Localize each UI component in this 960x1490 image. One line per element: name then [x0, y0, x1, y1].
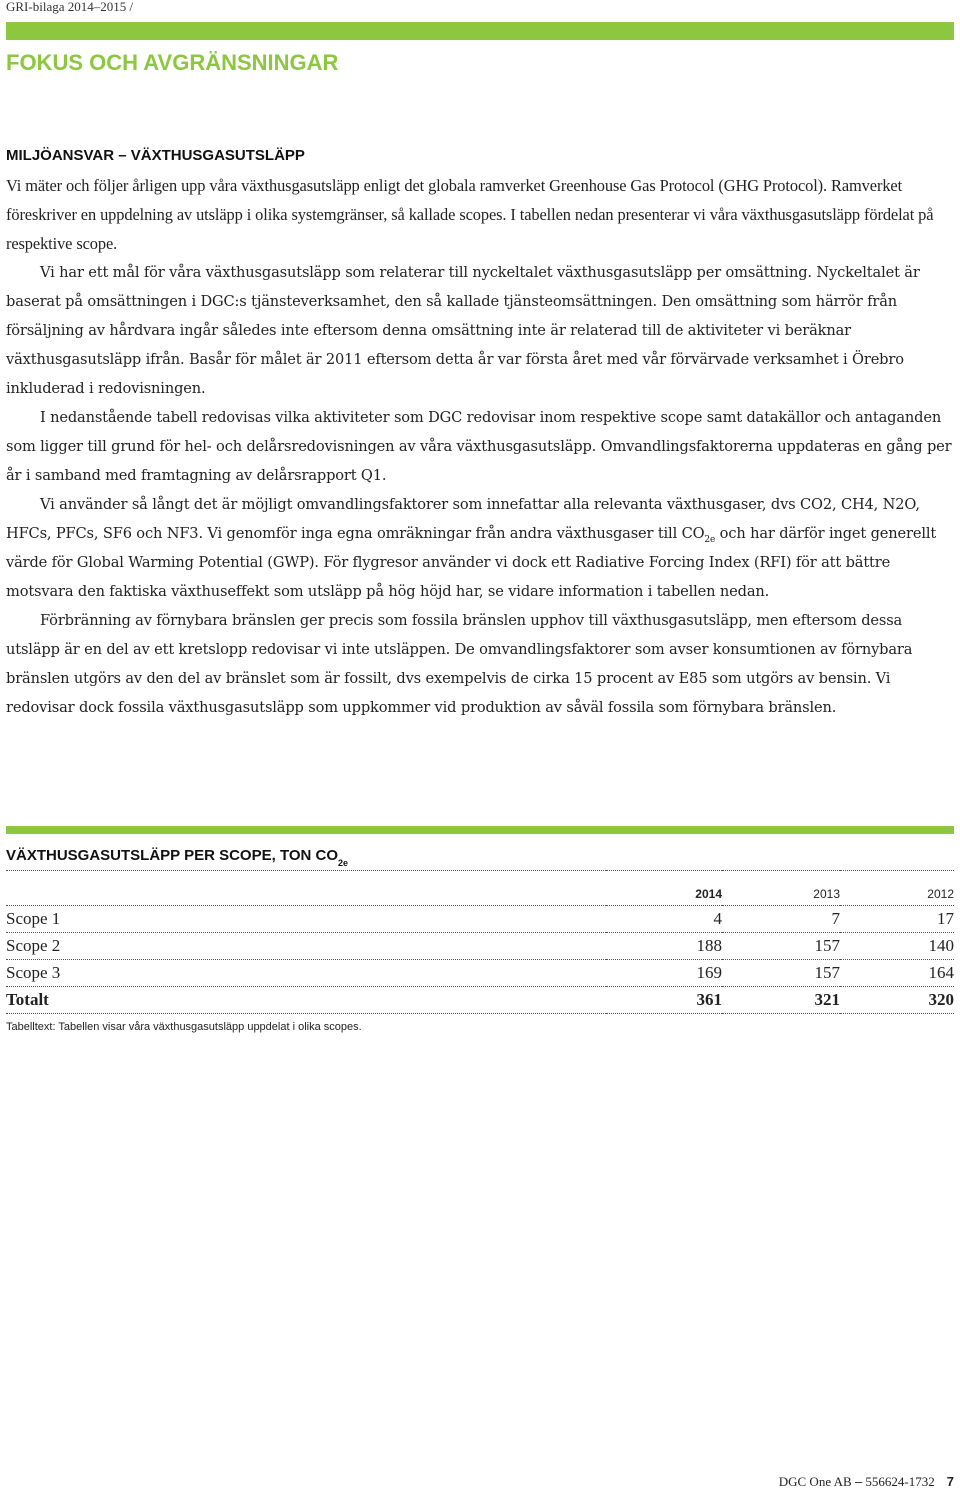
table-title	[6, 846, 348, 866]
total-label: Totalt	[6, 987, 606, 1014]
table-row	[6, 960, 954, 987]
row-label: Scope 3	[6, 960, 606, 987]
column-header-2014: 2014	[606, 871, 722, 906]
table-title-subscript: 2e	[338, 858, 349, 868]
total-value: 320	[840, 987, 954, 1014]
paragraph-target: Vi har ett mål för våra växthusgasutsläpp som relaterar till nyckeltalet växthusgasutsläpp per omsättning. Nyckeltalet är baserat på omsättningen i DGC:s tjänsteverksamhet, den så kallade tjänsteomsättningen. Den omsättning som härrör från försäljning av hårdvara ingår således inte eftersom denna omsättning inte är relaterad till de aktiviteter vi beräknar växthusgasutsläpp ifrån. Basår för målet är 2011 eftersom detta år var första året med vår förvärvade verksamhet i Örebro inkluderad i redovisningen.	[6, 264, 920, 397]
paragraph-conversion-factors	[6, 490, 958, 606]
intro-paragraph: Vi mäter och följer årligen upp våra växthusgasutsläpp enligt det globala ramverket Greenhouse Gas Protocol (GHG Protocol). Ramverket föreskriver en uppdelning av utsläpp i olika systemgränser, så kallade scopes. I tabellen nedan presenterar vi våra växthusgasutsläpp fördelat på respektive scope.	[6, 176, 934, 253]
cell-value: 169	[606, 960, 722, 987]
cell-value: 17	[840, 906, 954, 933]
page-title: FOKUS OCH AVGRÄNSNINGAR	[6, 50, 339, 75]
page-footer	[779, 1474, 954, 1490]
cell-value: 157	[722, 960, 840, 987]
table-row	[6, 906, 954, 933]
cell-value: 7	[722, 906, 840, 933]
paragraph-conversion-text-a: Vi använder så långt det är möjligt omvandlingsfaktorer som innefattar alla relevanta växthusgaser, dvs CO2, CH4, N2O, HFCs, PFCs, SF6 och NF3. Vi genomför inga egna omräkningar från andra växthusgaser till CO	[6, 496, 920, 542]
paragraph-conversion-text-b: och har därför inget generellt värde för Global Warming Potential (GWP). För flygresor använder vi dock ett Radiative Forcing Index (RFI) för att bättre motsvara den faktiska växthuseffekt som utsläpp på hög höjd har, se vidare information i tabellen nedan.	[6, 525, 937, 600]
cell-value: 4	[606, 906, 722, 933]
table-caption: Tabelltext: Tabellen visar våra växthusgasutsläpp uppdelat i olika scopes.	[6, 1021, 362, 1033]
total-value: 361	[606, 987, 722, 1014]
row-label: Scope 2	[6, 933, 606, 960]
section-divider-bar	[6, 826, 954, 834]
paragraph-table-description: I nedanstående tabell redovisas vilka aktiviteter som DGC redovisar inom respektive scope samt datakällor och antaganden som ligger till grund för hel- och delårsredovisningen av våra växthusgasutsläpp. Omvandlingsfaktorerna uppdateras en gång per år i samband med framtagning av delårsrapport Q1.	[6, 409, 952, 484]
row-label: Scope 1	[6, 906, 606, 933]
co2e-subscript: 2e	[704, 535, 716, 545]
emissions-table	[6, 870, 954, 1014]
cell-value: 164	[840, 960, 954, 987]
document-header-label: GRI-bilaga 2014–2015 /	[6, 0, 134, 14]
table-row	[6, 933, 954, 960]
footer-org-number: 556624-1732	[865, 1474, 935, 1489]
table-header-empty	[6, 871, 606, 906]
footer-separator: –	[854, 1474, 863, 1489]
table-header-row	[6, 871, 954, 906]
total-value: 321	[722, 987, 840, 1014]
cell-value: 157	[722, 933, 840, 960]
column-header-2013: 2013	[722, 871, 840, 906]
header-accent-bar	[6, 22, 954, 40]
cell-value: 140	[840, 933, 954, 960]
table-total-row	[6, 987, 954, 1014]
paragraph-renewable-fuels: Förbränning av förnybara bränslen ger precis som fossila bränslen upphov till växthusgasutsläpp, men eftersom dessa utsläpp är en del av ett kretslopp redovisar vi inte utsläppen. De omvandlingsfaktorer som avser konsumtionen av förnybara bränslen utgörs av den del av bränslet som är fossilt, dvs exempelvis de cirka 15 procent av E85 som utgörs av bensin. Vi redovisar dock fossila växthusgasutsläpp som uppkommer vid produktion av såväl fossila som förnybara bränslen.	[6, 612, 913, 716]
cell-value: 188	[606, 933, 722, 960]
column-header-2012: 2012	[840, 871, 954, 906]
body-text	[6, 258, 958, 722]
table-title-text: VÄXTHUSGASUTSLÄPP PER SCOPE, TON CO	[6, 847, 338, 864]
footer-company: DGC One AB	[778, 1474, 852, 1489]
section-heading: MILJÖANSVAR – VÄXTHUSGASUTSLÄPP	[6, 147, 305, 164]
page-number: 7	[946, 1474, 954, 1489]
